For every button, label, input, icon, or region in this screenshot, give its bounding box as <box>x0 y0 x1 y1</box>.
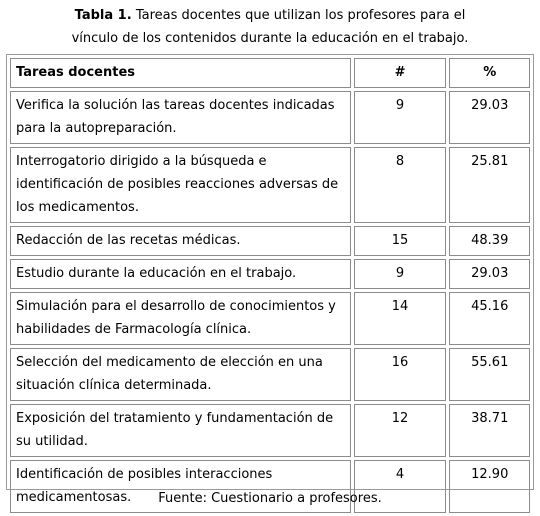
cell-count: 14 <box>354 292 447 345</box>
cell-percent: 29.03 <box>449 91 530 144</box>
source-note: Fuente: Cuestionario a profesores. <box>158 491 382 506</box>
cell-percent: 38.71 <box>449 404 530 457</box>
table-row <box>10 226 530 256</box>
cell-task: Interrogatorio dirigido a la búsqueda e identificación de posibles reacciones adversas de los medicamentos. <box>10 147 351 223</box>
cell-percent: 55.61 <box>449 348 530 401</box>
table-row <box>10 292 530 345</box>
cell-count: 9 <box>354 259 447 289</box>
cell-count: 9 <box>354 91 447 144</box>
header-row <box>10 58 530 88</box>
cell-count: 16 <box>354 348 447 401</box>
cell-task: Verifica la solución las tareas docentes indicadas para la autopreparación. <box>10 91 351 144</box>
cell-percent: 45.16 <box>449 292 530 345</box>
cell-task: Exposición del tratamiento y fundamentación de su utilidad. <box>10 404 351 457</box>
caption-title-part-1: Tareas docentes que utilizan los profesores para el <box>135 8 466 23</box>
table-row <box>10 348 530 401</box>
caption-line-1 <box>0 4 540 27</box>
table-caption <box>0 4 540 50</box>
table-row <box>10 404 530 457</box>
cell-percent: 29.03 <box>449 259 530 289</box>
header-count: # <box>354 58 447 88</box>
table-row <box>10 147 530 223</box>
cell-percent: 25.81 <box>449 147 530 223</box>
caption-title-part-2: vínculo de los contenidos durante la educación en el trabajo. <box>71 31 469 46</box>
cell-percent: 48.39 <box>449 226 530 256</box>
cell-task: Identificación de posibles interacciones medicamentosas. <box>10 460 351 513</box>
cell-count: 8 <box>354 147 447 223</box>
cell-percent: 12.90 <box>449 460 530 513</box>
table-row <box>10 91 530 144</box>
header-percent: % <box>449 58 530 88</box>
cell-task: Estudio durante la educación en el trabajo. <box>10 259 351 289</box>
cell-count: 12 <box>354 404 447 457</box>
cell-count: 15 <box>354 226 447 256</box>
tasks-table <box>7 55 533 516</box>
caption-label: Tabla 1. <box>74 8 132 23</box>
cell-task: Selección del medicamento de elección en una situación clínica determinada. <box>10 348 351 401</box>
cell-count: 4 <box>354 460 447 513</box>
cell-task: Simulación para el desarrollo de conocimientos y habilidades de Farmacología clínica. <box>10 292 351 345</box>
cell-task: Redacción de las recetas médicas. <box>10 226 351 256</box>
header-task: Tareas docentes <box>10 58 351 88</box>
table-row <box>10 259 530 289</box>
